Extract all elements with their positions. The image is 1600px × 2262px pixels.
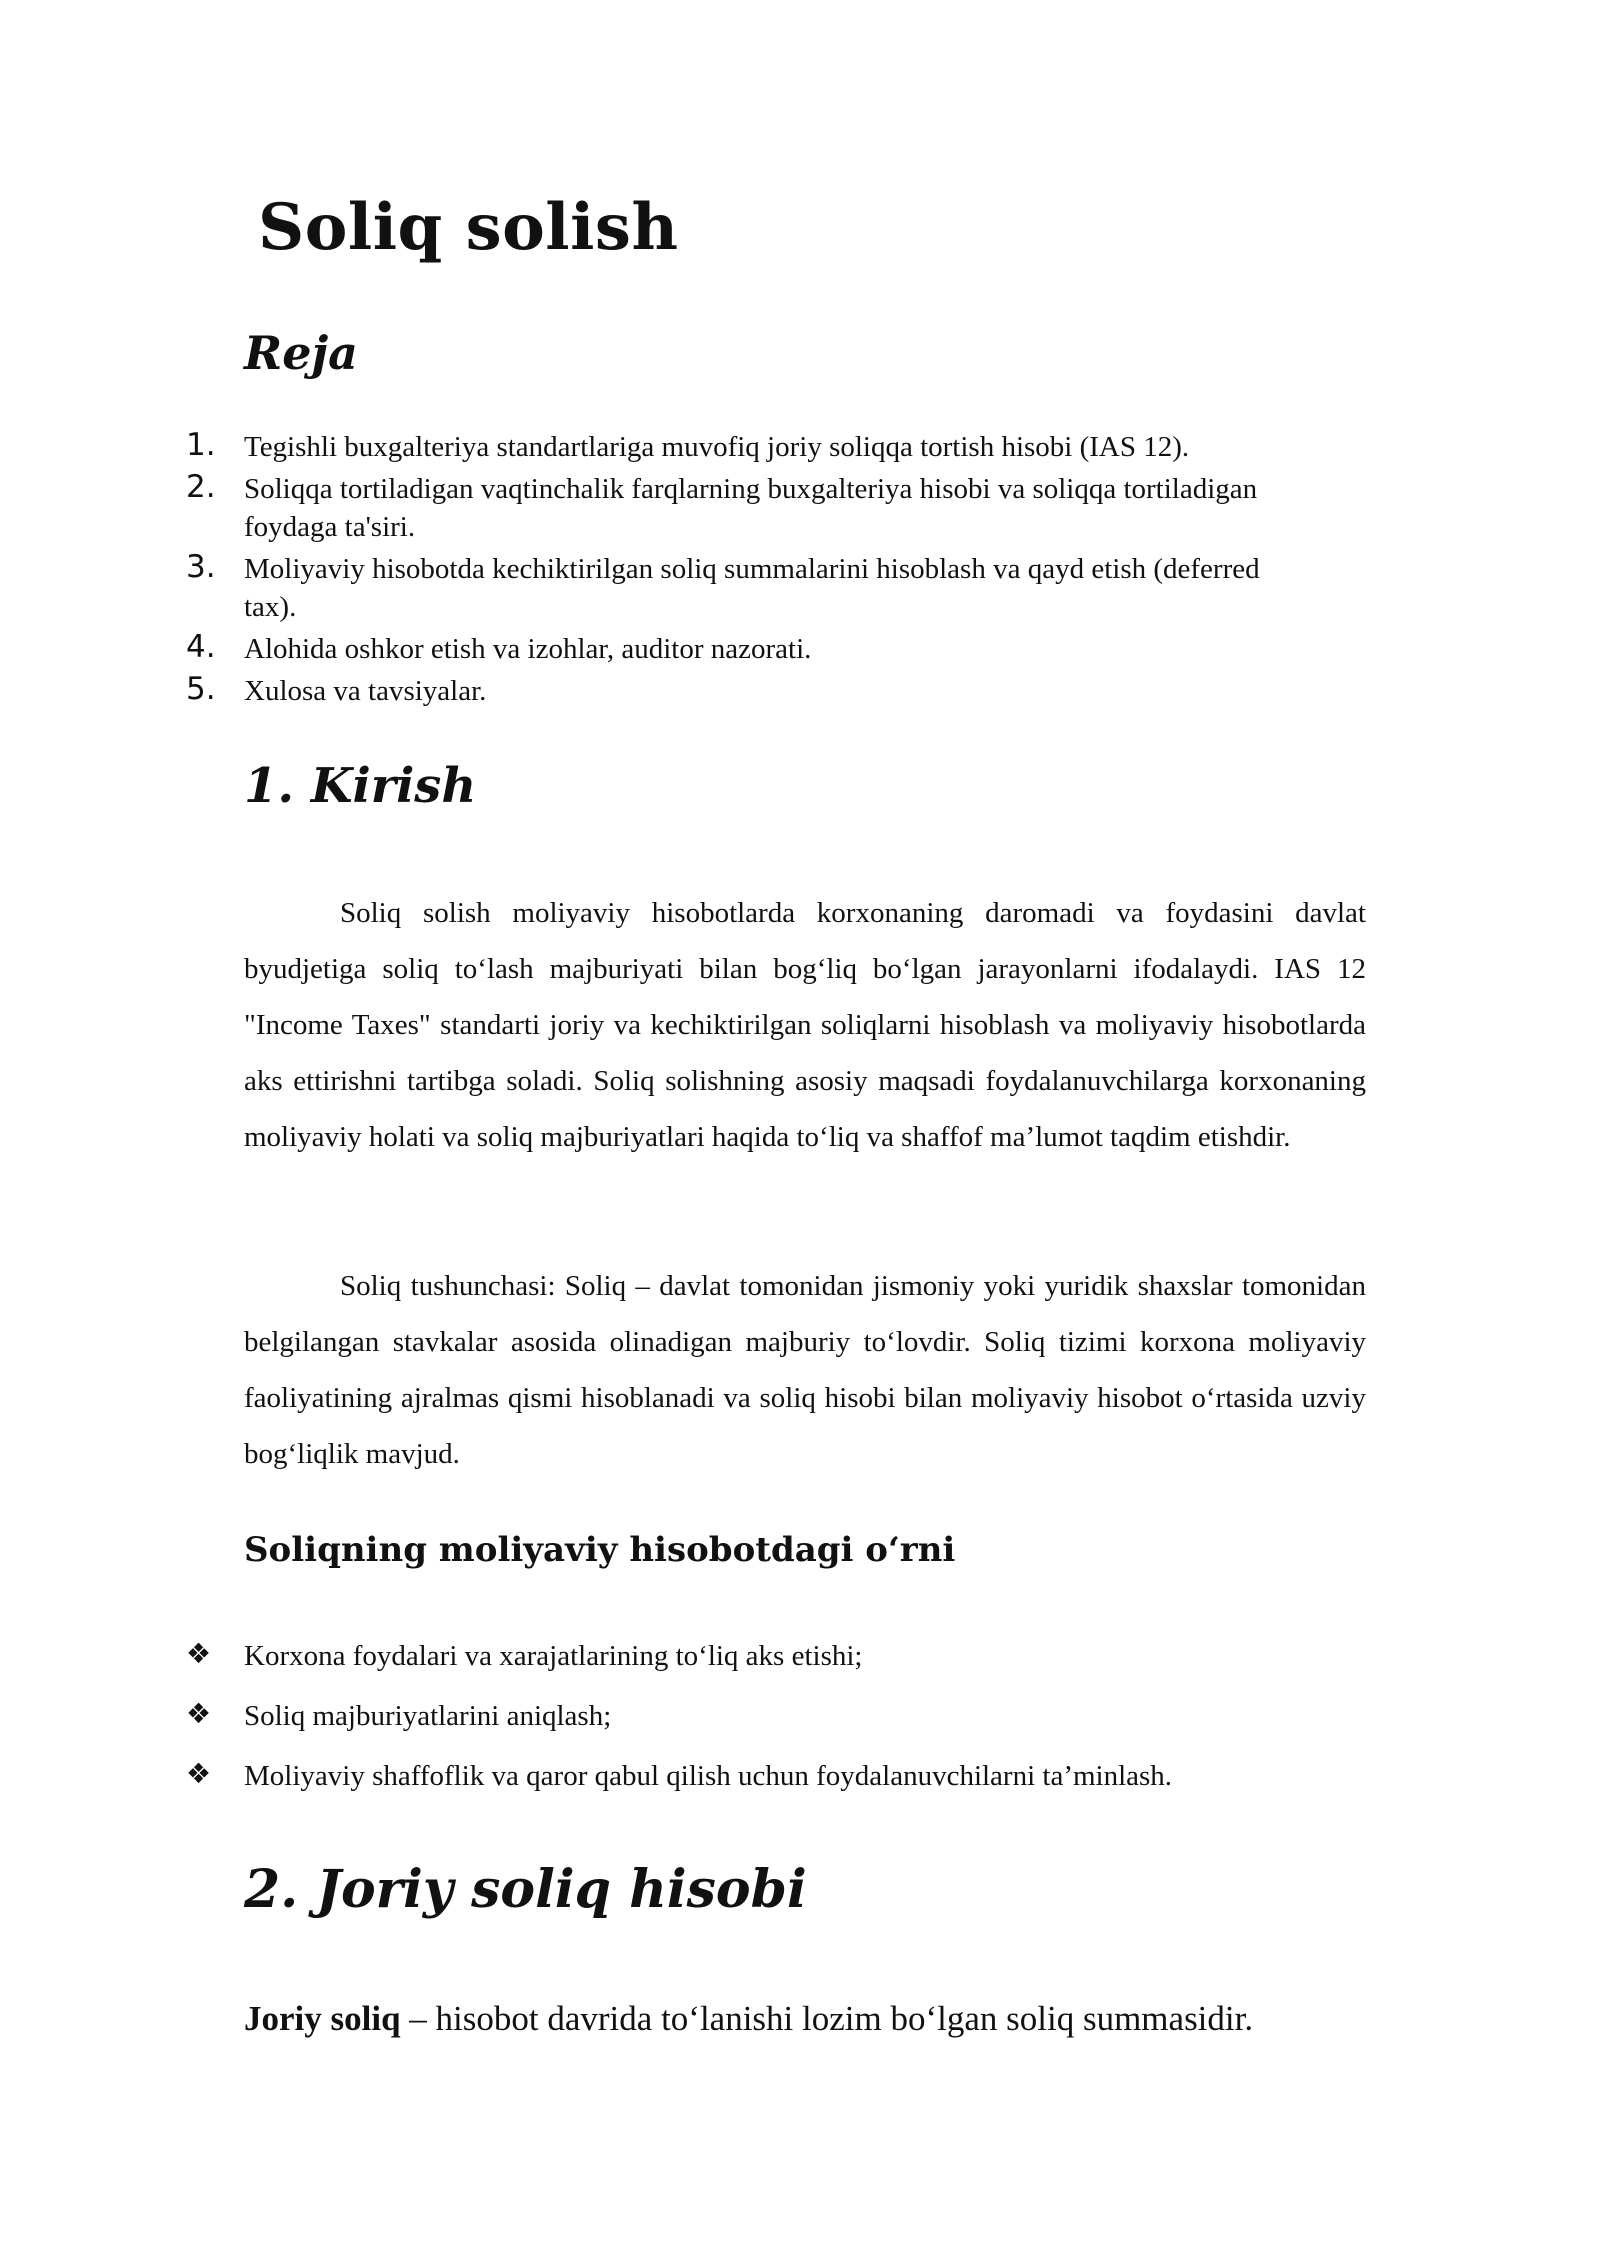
page-title: Soliq solish xyxy=(258,190,679,265)
diamond-bullet-icon: ❖ xyxy=(186,1637,212,1670)
plan-item xyxy=(0,550,1400,626)
plan-item-text: Tegishli buxgalteriya standartlariga muvofiq joriy soliqqa tortish hisobi (IAS 12). xyxy=(244,431,1190,463)
section-heading-intro: 1. Kirish xyxy=(244,758,477,814)
list-item xyxy=(0,1756,1400,1796)
list-item xyxy=(0,1636,1400,1676)
current-tax-definition xyxy=(244,1998,1444,2040)
diamond-bullet-icon: ❖ xyxy=(186,1757,212,1790)
plan-item-text: Moliyaviy hisobotda kechiktirilgan soliq summalarini hisoblash va qayd etish (deferred tax). xyxy=(244,553,1260,623)
list-item-text: Korxona foydalari va xarajatlarining to‘liq aks etishi; xyxy=(244,1640,863,1672)
plan-item-text: Alohida oshkor etish va izohlar, auditor nazorati. xyxy=(244,633,812,665)
list-item-text: Soliq majburiyatlarini aniqlash; xyxy=(244,1700,612,1732)
plan-item-number: 3. xyxy=(186,549,216,585)
plan-heading: Reja xyxy=(244,326,358,380)
intro-paragraph-2: Soliq tushunchasi: Soliq – davlat tomonidan jismoniy yoki yuridik shaxslar tomonidan belgilangan stavkalar asosida olinadigan majburiy to‘lovdir. Soliq tizimi korxona moliyaviy faoliyatining ajralmas qismi hisoblanadi va soliq hisobi bilan moliyaviy hisobot o‘rtasida uzviy bog‘liqlik mavjud. xyxy=(244,1270,1366,1470)
list-item-text: Moliyaviy shaffoflik va qaror qabul qilish uchun foydalanuvchilarni ta’minlash. xyxy=(244,1760,1173,1792)
plan-item xyxy=(0,428,1400,466)
current-tax-definition-text: – hisobot davrida to‘lanishi lozim bo‘lgan soliq summasidir. xyxy=(400,1999,1254,2038)
plan-item xyxy=(0,672,1400,710)
plan-item-number: 4. xyxy=(186,629,216,665)
plan-item-text: Soliqqa tortiladigan vaqtinchalik farqlarning buxgalteriya hisobi va soliqqa tortiladigan foydaga ta'siri. xyxy=(244,473,1258,543)
intro-paragraph-1: Soliq solish moliyaviy hisobotlarda korxonaning daromadi va foydasini davlat byudjetiga soliq to‘lash majburiyati bilan bog‘liq bo‘lgan jarayonlarni ifodalaydi. IAS 12 "Income Taxes" standarti joriy va kechiktirilgan soliqlarni hisoblash va moliyaviy hisobotlarda aks ettirishni tartibga soladi. Soliq solishning asosiy maqsadi foydalanuvchilarga korxonaning moliyaviy holati va soliq majburiyatlari haqida to‘liq va shaffof ma’lumot taqdim etishdir. xyxy=(244,897,1366,1153)
plan-item-number: 2. xyxy=(186,469,216,505)
subsection-heading: Soliqning moliyaviy hisobotdagi o‘rni xyxy=(244,1530,956,1570)
plan-list xyxy=(0,428,1400,714)
plan-item-number: 1. xyxy=(186,427,216,463)
plan-item xyxy=(0,630,1400,668)
diamond-bullet-icon: ❖ xyxy=(186,1697,212,1730)
current-tax-term: Joriy soliq xyxy=(244,1999,401,2038)
plan-item-text: Xulosa va tavsiyalar. xyxy=(244,675,487,707)
list-item xyxy=(0,1696,1400,1736)
plan-item-number: 5. xyxy=(186,671,216,707)
section-heading-current-tax: 2. Joriy soliq hisobi xyxy=(244,1859,807,1920)
bullet-list xyxy=(0,1636,1400,1816)
plan-item xyxy=(0,470,1400,546)
